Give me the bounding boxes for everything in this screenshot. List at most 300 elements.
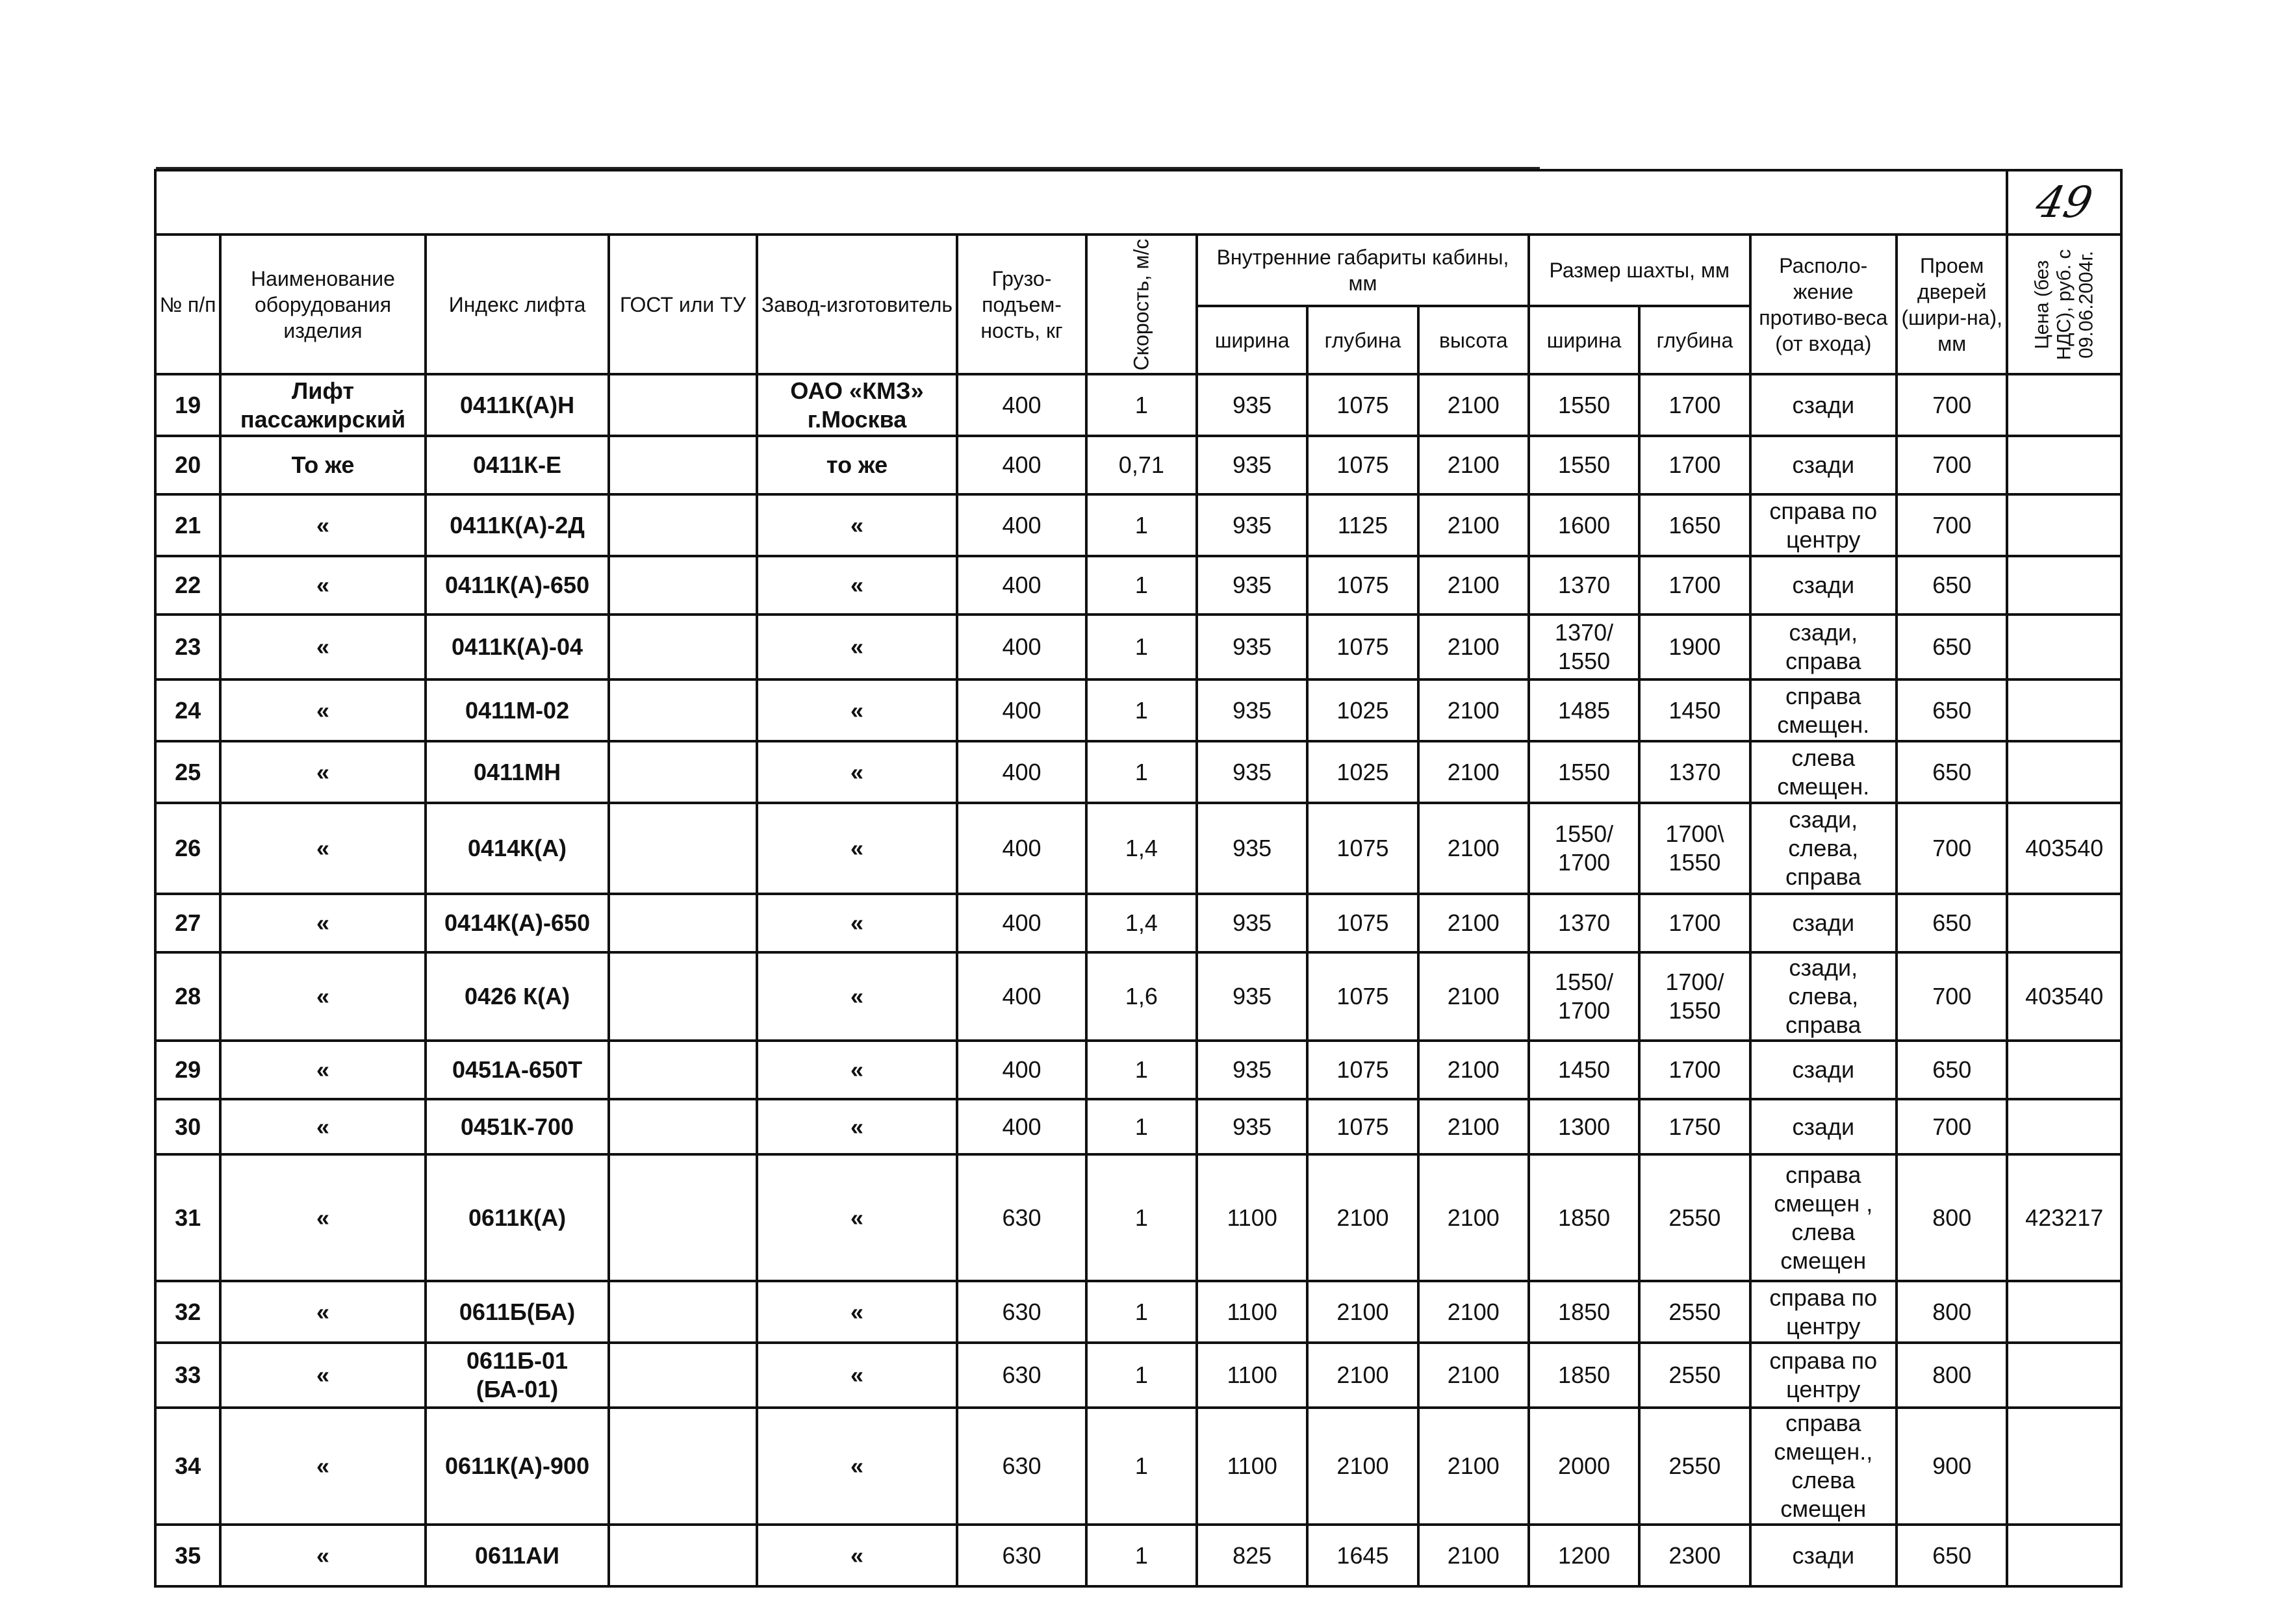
cabin-width: 935 (1197, 494, 1307, 556)
row-number: 22 (155, 556, 220, 615)
equipment-name: « (220, 494, 426, 556)
gost-cell (609, 1408, 756, 1525)
price (2007, 494, 2121, 556)
lift-index: 0411МН (426, 741, 609, 803)
shaft-depth: 2550 (1639, 1408, 1750, 1525)
cabin-depth: 1075 (1307, 803, 1418, 894)
header-price-text (2031, 249, 2097, 360)
capacity: 400 (957, 894, 1086, 952)
speed: 1 (1086, 615, 1197, 679)
counterweight-position: сзади (1750, 1041, 1897, 1099)
door-width: 650 (1897, 1525, 2008, 1586)
counterweight-position: сзади (1750, 1099, 1897, 1154)
table-row (155, 1343, 2121, 1408)
cabin-depth: 1075 (1307, 952, 1418, 1041)
speed: 1 (1086, 1525, 1197, 1586)
header-name: Наименование оборудования изделия (220, 235, 426, 374)
shaft-width: 2000 (1529, 1408, 1639, 1525)
lift-index: 0611К(А)-900 (426, 1408, 609, 1525)
cabin-height: 2100 (1418, 1154, 1529, 1281)
counterweight-position: справа по центру (1750, 494, 1897, 556)
speed: 1 (1086, 1343, 1197, 1408)
table-row (155, 436, 2121, 494)
price (2007, 1343, 2121, 1408)
cabin-width: 935 (1197, 741, 1307, 803)
lift-index: 0611К(А) (426, 1154, 609, 1281)
gost-cell (609, 1281, 756, 1343)
factory-name: « (757, 494, 958, 556)
gost-cell (609, 1343, 756, 1408)
equipment-name: « (220, 741, 426, 803)
header-row-1 (155, 235, 2121, 306)
cabin-width: 935 (1197, 679, 1307, 741)
header-speed-text: Скорость, м/с (1129, 238, 1153, 370)
speed: 0,71 (1086, 436, 1197, 494)
table-row (155, 894, 2121, 952)
factory-name: ОАО «КМЗ» г.Москва (757, 374, 958, 436)
shaft-depth: 2550 (1639, 1343, 1750, 1408)
capacity: 400 (957, 556, 1086, 615)
header-num: № п/п (155, 235, 220, 374)
counterweight-position: справа по центру (1750, 1343, 1897, 1408)
door-width: 700 (1897, 436, 2008, 494)
counterweight-position: слева смещен. (1750, 741, 1897, 803)
shaft-depth: 1700 (1639, 374, 1750, 436)
door-width: 700 (1897, 952, 2008, 1041)
cabin-height: 2100 (1418, 494, 1529, 556)
speed: 1 (1086, 1281, 1197, 1343)
door-width: 700 (1897, 494, 2008, 556)
cabin-height: 2100 (1418, 1343, 1529, 1408)
speed: 1 (1086, 1408, 1197, 1525)
counterweight-position: справа смещен. (1750, 679, 1897, 741)
cabin-width: 935 (1197, 952, 1307, 1041)
shaft-width: 1550/ 1700 (1529, 952, 1639, 1041)
header-shaft-depth: глубина (1639, 306, 1750, 374)
table-row (155, 1525, 2121, 1586)
price (2007, 1041, 2121, 1099)
equipment-name: « (220, 1041, 426, 1099)
door-width: 650 (1897, 679, 2008, 741)
lift-index: 0611Б(БА) (426, 1281, 609, 1343)
cabin-width: 935 (1197, 1099, 1307, 1154)
row-number: 24 (155, 679, 220, 741)
gost-cell (609, 679, 756, 741)
top-bar-blank (155, 170, 2007, 235)
cabin-height: 2100 (1418, 1281, 1529, 1343)
cabin-width: 935 (1197, 1041, 1307, 1099)
gost-cell (609, 803, 756, 894)
price (2007, 679, 2121, 741)
table-row (155, 1099, 2121, 1154)
factory-name: « (757, 1154, 958, 1281)
cabin-height: 2100 (1418, 556, 1529, 615)
cabin-height: 2100 (1418, 1525, 1529, 1586)
cabin-depth: 1075 (1307, 1041, 1418, 1099)
shaft-width: 1550 (1529, 436, 1639, 494)
cabin-width: 935 (1197, 615, 1307, 679)
lift-index: 0411К(А)Н (426, 374, 609, 436)
row-number: 30 (155, 1099, 220, 1154)
gost-cell (609, 374, 756, 436)
shaft-width: 1450 (1529, 1041, 1639, 1099)
shaft-depth: 1700 (1639, 556, 1750, 615)
lift-index: 0414К(А) (426, 803, 609, 894)
table-row (155, 556, 2121, 615)
shaft-width: 1370 (1529, 556, 1639, 615)
equipment-name: « (220, 1343, 426, 1408)
row-number: 27 (155, 894, 220, 952)
price: 403540 (2007, 803, 2121, 894)
factory-name: « (757, 952, 958, 1041)
factory-name: « (757, 894, 958, 952)
door-width: 900 (1897, 1408, 2008, 1525)
gost-cell (609, 494, 756, 556)
shaft-depth: 2300 (1639, 1525, 1750, 1586)
gost-cell (609, 1154, 756, 1281)
shaft-width: 1550 (1529, 374, 1639, 436)
cabin-depth: 1025 (1307, 679, 1418, 741)
speed: 1 (1086, 679, 1197, 741)
header-price-line1: Цена (без (2031, 259, 2053, 349)
lift-index: 0411К-Е (426, 436, 609, 494)
gost-cell (609, 894, 756, 952)
cabin-depth: 1075 (1307, 894, 1418, 952)
row-number: 32 (155, 1281, 220, 1343)
cabin-depth: 2100 (1307, 1408, 1418, 1525)
price (2007, 1525, 2121, 1586)
gost-cell (609, 1525, 756, 1586)
equipment-name: « (220, 615, 426, 679)
shaft-width: 1300 (1529, 1099, 1639, 1154)
capacity: 400 (957, 1041, 1086, 1099)
cabin-width: 1100 (1197, 1281, 1307, 1343)
header-shaft-width: ширина (1529, 306, 1639, 374)
cabin-height: 2100 (1418, 1041, 1529, 1099)
shaft-depth: 1900 (1639, 615, 1750, 679)
capacity: 400 (957, 741, 1086, 803)
door-width: 800 (1897, 1343, 2008, 1408)
door-width: 650 (1897, 894, 2008, 952)
lift-index: 0451А-650Т (426, 1041, 609, 1099)
price (2007, 1281, 2121, 1343)
shaft-depth: 1700 (1639, 436, 1750, 494)
shaft-depth: 1650 (1639, 494, 1750, 556)
door-width: 700 (1897, 803, 2008, 894)
price (2007, 374, 2121, 436)
capacity: 630 (957, 1154, 1086, 1281)
header-cabin: Внутренние габариты кабины, мм (1197, 235, 1529, 306)
row-number: 35 (155, 1525, 220, 1586)
cabin-height: 2100 (1418, 741, 1529, 803)
counterweight-position: справа смещен., слева смещен (1750, 1408, 1897, 1525)
equipment-name: « (220, 556, 426, 615)
shaft-depth: 1370 (1639, 741, 1750, 803)
row-number: 21 (155, 494, 220, 556)
cabin-height: 2100 (1418, 1408, 1529, 1525)
cabin-height: 2100 (1418, 615, 1529, 679)
speed: 1,4 (1086, 803, 1197, 894)
factory-name: « (757, 1041, 958, 1099)
price (2007, 741, 2121, 803)
row-number: 33 (155, 1343, 220, 1408)
capacity: 400 (957, 494, 1086, 556)
shaft-depth: 1700 (1639, 1041, 1750, 1099)
speed: 1 (1086, 1099, 1197, 1154)
cabin-width: 1100 (1197, 1408, 1307, 1525)
capacity: 400 (957, 1099, 1086, 1154)
cabin-height: 2100 (1418, 1099, 1529, 1154)
equipment-name: « (220, 894, 426, 952)
equipment-name: « (220, 1408, 426, 1525)
lift-index: 0414К(А)-650 (426, 894, 609, 952)
shaft-depth: 1700/ 1550 (1639, 952, 1750, 1041)
table-top-bar (155, 170, 2121, 235)
table-row (155, 1281, 2121, 1343)
shaft-depth: 2550 (1639, 1154, 1750, 1281)
speed: 1,6 (1086, 952, 1197, 1041)
lift-index: 0411К(А)-2Д (426, 494, 609, 556)
row-number: 20 (155, 436, 220, 494)
table-row (155, 374, 2121, 436)
table-row (155, 1154, 2121, 1281)
cabin-height: 2100 (1418, 952, 1529, 1041)
table-row (155, 679, 2121, 741)
gost-cell (609, 615, 756, 679)
header-cabin-width: ширина (1197, 306, 1307, 374)
page-number-cell (2007, 170, 2121, 235)
shaft-width: 1850 (1529, 1343, 1639, 1408)
gost-cell (609, 436, 756, 494)
door-width: 650 (1897, 1041, 2008, 1099)
header-price-line3: 09.06.2004г. (2075, 250, 2097, 359)
row-number: 25 (155, 741, 220, 803)
cabin-depth: 1075 (1307, 436, 1418, 494)
gost-cell (609, 556, 756, 615)
counterweight-position: сзади, справа (1750, 615, 1897, 679)
door-width: 700 (1897, 374, 2008, 436)
capacity: 630 (957, 1281, 1086, 1343)
shaft-depth: 1700\ 1550 (1639, 803, 1750, 894)
shaft-depth: 1750 (1639, 1099, 1750, 1154)
price (2007, 556, 2121, 615)
cabin-height: 2100 (1418, 679, 1529, 741)
lift-index: 0426 К(А) (426, 952, 609, 1041)
cabin-width: 825 (1197, 1525, 1307, 1586)
speed: 1 (1086, 1154, 1197, 1281)
lift-index: 0411К(А)-650 (426, 556, 609, 615)
factory-name: « (757, 1281, 958, 1343)
lift-index: 0451К-700 (426, 1099, 609, 1154)
shaft-depth: 2550 (1639, 1281, 1750, 1343)
elevator-spec-table (154, 169, 2123, 1588)
header-counterweight: Располо-жение противо-веса (от входа) (1750, 235, 1897, 374)
cabin-height: 2100 (1418, 803, 1529, 894)
door-width: 800 (1897, 1281, 2008, 1343)
cabin-width: 1100 (1197, 1154, 1307, 1281)
price (2007, 1408, 2121, 1525)
counterweight-position: сзади, слева, справа (1750, 952, 1897, 1041)
cabin-width: 935 (1197, 556, 1307, 615)
gost-cell (609, 1099, 756, 1154)
price (2007, 615, 2121, 679)
speed: 1 (1086, 494, 1197, 556)
factory-name: « (757, 1525, 958, 1586)
cabin-width: 935 (1197, 374, 1307, 436)
shaft-width: 1550 (1529, 741, 1639, 803)
cabin-depth: 1025 (1307, 741, 1418, 803)
door-width: 650 (1897, 556, 2008, 615)
header-price (2007, 235, 2121, 374)
row-number: 23 (155, 615, 220, 679)
table-row (155, 615, 2121, 679)
price (2007, 894, 2121, 952)
gost-cell (609, 952, 756, 1041)
counterweight-position: сзади (1750, 894, 1897, 952)
capacity: 630 (957, 1525, 1086, 1586)
equipment-name: « (220, 1154, 426, 1281)
lift-index: 0411К(А)-04 (426, 615, 609, 679)
page-number: 49 (2032, 177, 2097, 227)
shaft-width: 1850 (1529, 1281, 1639, 1343)
counterweight-position: справа смещен , слева смещен (1750, 1154, 1897, 1281)
factory-name: « (757, 615, 958, 679)
factory-name: то же (757, 436, 958, 494)
cabin-width: 935 (1197, 436, 1307, 494)
row-number: 34 (155, 1408, 220, 1525)
counterweight-position: сзади (1750, 1525, 1897, 1586)
header-shaft: Размер шахты, мм (1529, 235, 1750, 306)
table-row (155, 1408, 2121, 1525)
equipment-name: То же (220, 436, 426, 494)
factory-name: « (757, 741, 958, 803)
shaft-width: 1370 (1529, 894, 1639, 952)
door-width: 700 (1897, 1099, 2008, 1154)
door-width: 800 (1897, 1154, 2008, 1281)
shaft-width: 1850 (1529, 1154, 1639, 1281)
shaft-width: 1485 (1529, 679, 1639, 741)
header-cabin-depth: глубина (1307, 306, 1418, 374)
capacity: 400 (957, 952, 1086, 1041)
cabin-height: 2100 (1418, 894, 1529, 952)
cabin-depth: 1075 (1307, 556, 1418, 615)
capacity: 400 (957, 615, 1086, 679)
lift-index: 0611АИ (426, 1525, 609, 1586)
cabin-depth: 2100 (1307, 1343, 1418, 1408)
equipment-name: « (220, 952, 426, 1041)
equipment-name: « (220, 1281, 426, 1343)
counterweight-position: сзади (1750, 436, 1897, 494)
equipment-name: « (220, 1525, 426, 1586)
header-capacity: Грузо-подъем-ность, кг (957, 235, 1086, 374)
capacity: 400 (957, 803, 1086, 894)
cabin-depth: 1075 (1307, 374, 1418, 436)
table-row (155, 1041, 2121, 1099)
lift-index: 0411М-02 (426, 679, 609, 741)
shaft-width: 1600 (1529, 494, 1639, 556)
price (2007, 436, 2121, 494)
header-gost: ГОСТ или ТУ (609, 235, 756, 374)
table-row (155, 494, 2121, 556)
table-row (155, 741, 2121, 803)
capacity: 630 (957, 1343, 1086, 1408)
factory-name: « (757, 679, 958, 741)
capacity: 400 (957, 374, 1086, 436)
speed: 1,4 (1086, 894, 1197, 952)
header-factory: Завод-изготовитель (757, 235, 958, 374)
shaft-depth: 1450 (1639, 679, 1750, 741)
table-row (155, 952, 2121, 1041)
factory-name: « (757, 1099, 958, 1154)
shaft-depth: 1700 (1639, 894, 1750, 952)
price (2007, 1099, 2121, 1154)
door-width: 650 (1897, 615, 2008, 679)
factory-name: « (757, 556, 958, 615)
cabin-depth: 2100 (1307, 1281, 1418, 1343)
row-number: 29 (155, 1041, 220, 1099)
row-number: 26 (155, 803, 220, 894)
equipment-name: « (220, 1099, 426, 1154)
factory-name: « (757, 1343, 958, 1408)
row-number: 31 (155, 1154, 220, 1281)
header-speed (1086, 235, 1197, 374)
capacity: 400 (957, 679, 1086, 741)
speed: 1 (1086, 556, 1197, 615)
cabin-height: 2100 (1418, 374, 1529, 436)
cabin-depth: 1075 (1307, 1099, 1418, 1154)
price: 403540 (2007, 952, 2121, 1041)
counterweight-position: сзади (1750, 556, 1897, 615)
header-door: Проем дверей (шири-на), мм (1897, 235, 2008, 374)
shaft-width: 1200 (1529, 1525, 1639, 1586)
shaft-width: 1370/ 1550 (1529, 615, 1639, 679)
speed: 1 (1086, 374, 1197, 436)
counterweight-position: сзади (1750, 374, 1897, 436)
cabin-width: 1100 (1197, 1343, 1307, 1408)
counterweight-position: сзади, слева, справа (1750, 803, 1897, 894)
table-row (155, 803, 2121, 894)
factory-name: « (757, 1408, 958, 1525)
row-number: 19 (155, 374, 220, 436)
counterweight-position: справа по центру (1750, 1281, 1897, 1343)
row-number: 28 (155, 952, 220, 1041)
header-cabin-height: высота (1418, 306, 1529, 374)
equipment-name: « (220, 803, 426, 894)
shaft-width: 1550/ 1700 (1529, 803, 1639, 894)
factory-name: « (757, 803, 958, 894)
gost-cell (609, 741, 756, 803)
cabin-depth: 2100 (1307, 1154, 1418, 1281)
gost-cell (609, 1041, 756, 1099)
header-price-line2: НДС), руб. с (2053, 249, 2075, 360)
price: 423217 (2007, 1154, 2121, 1281)
cabin-width: 935 (1197, 803, 1307, 894)
equipment-name: « (220, 679, 426, 741)
cabin-depth: 1645 (1307, 1525, 1418, 1586)
cabin-depth: 1125 (1307, 494, 1418, 556)
speed: 1 (1086, 741, 1197, 803)
cabin-depth: 1075 (1307, 615, 1418, 679)
header-index: Индекс лифта (426, 235, 609, 374)
door-width: 650 (1897, 741, 2008, 803)
cabin-width: 935 (1197, 894, 1307, 952)
capacity: 400 (957, 436, 1086, 494)
capacity: 630 (957, 1408, 1086, 1525)
speed: 1 (1086, 1041, 1197, 1099)
equipment-name: Лифт пассажирский (220, 374, 426, 436)
cabin-height: 2100 (1418, 436, 1529, 494)
lift-index: 0611Б-01 (БА-01) (426, 1343, 609, 1408)
